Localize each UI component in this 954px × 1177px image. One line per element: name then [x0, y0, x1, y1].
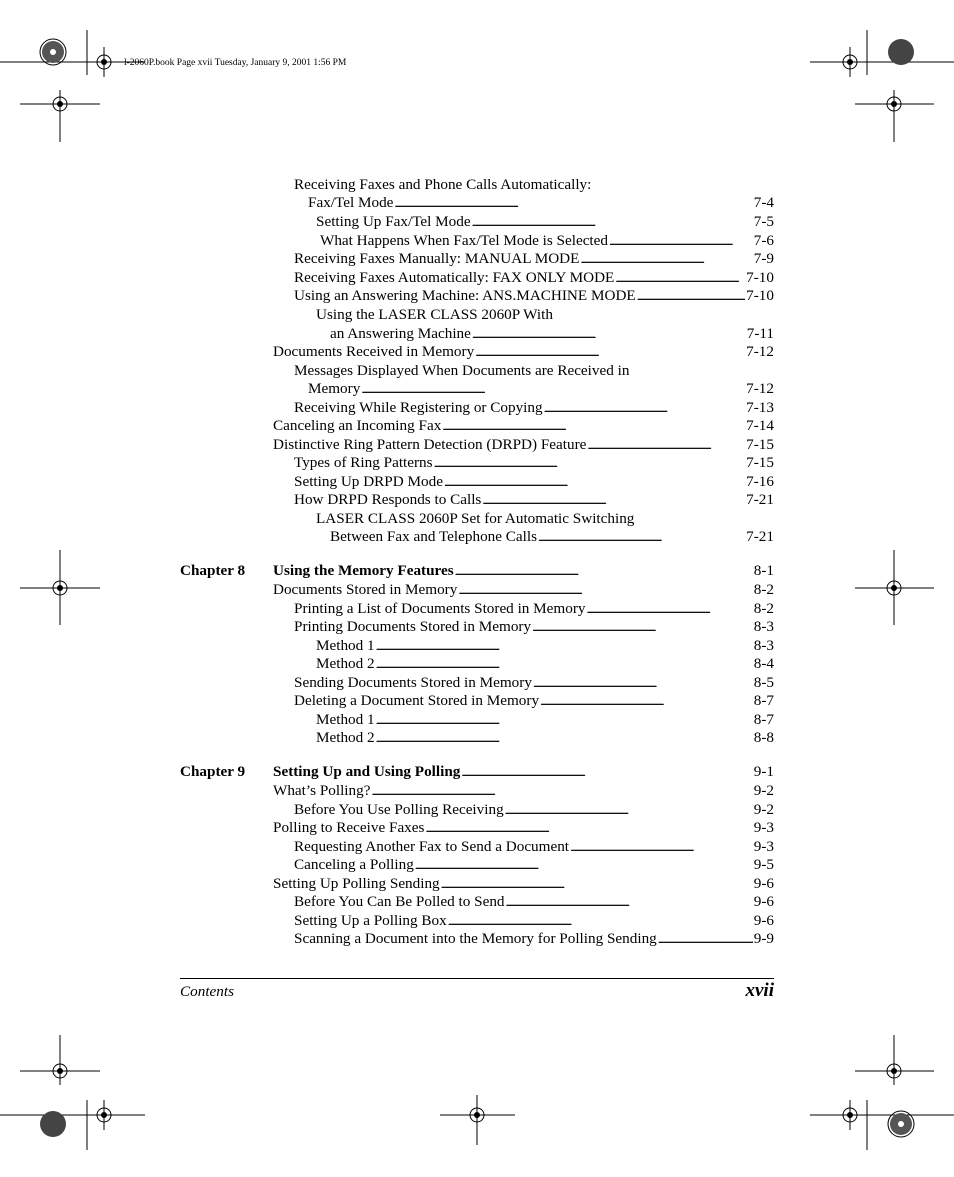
toc-entry[interactable]: Method 1 . . . 8-3 [316, 637, 774, 655]
toc-entry[interactable]: Deleting a Document Stored in Memory . . . 8-7 [294, 692, 774, 710]
toc-entry[interactable]: Printing a List of Documents Stored in Memory . . . 8-2 [294, 600, 774, 618]
toc-entry-heading: Messages Displayed When Documents are Received in [294, 362, 630, 379]
chapter-label: Chapter 8 [180, 562, 246, 579]
toc-entry[interactable]: Method 2 . . . 8-8 [316, 729, 774, 747]
toc-entry[interactable]: Sending Documents Stored in Memory . . . 8-5 [294, 674, 774, 692]
toc-entry[interactable]: Setting Up Fax/Tel Mode . . . 7-5 [316, 213, 774, 231]
toc-entry[interactable]: Before You Use Polling Receiving . . . 9-2 [294, 801, 774, 819]
toc-entry[interactable]: Fax/Tel Mode . . . 7-4 [308, 194, 774, 212]
toc-entry[interactable]: Setting Up DRPD Mode . . . 7-16 [294, 473, 774, 491]
toc-chapter-entry[interactable]: Using the Memory Features . . . 8-1 [273, 562, 774, 580]
toc-entry[interactable]: Documents Received in Memory . . . 7-12 [273, 343, 774, 361]
toc-chapter-entry[interactable]: Setting Up and Using Polling . . . 9-1 [273, 763, 774, 781]
toc-entry[interactable]: Printing Documents Stored in Memory . . . 8-3 [294, 618, 774, 636]
toc-entry[interactable]: Receiving Faxes Automatically: FAX ONLY MODE . . . 7-10 [294, 269, 774, 287]
toc-entry[interactable]: Method 2 . . . 8-4 [316, 655, 774, 673]
toc-entry-heading: LASER CLASS 2060P Set for Automatic Switching [316, 510, 635, 527]
toc-entry[interactable]: Types of Ring Patterns . . . 7-15 [294, 454, 774, 472]
chapter-label: Chapter 9 [180, 763, 246, 780]
toc-entry[interactable]: Documents Stored in Memory . . . 8-2 [273, 581, 774, 599]
toc-entry[interactable]: Canceling an Incoming Fax . . . 7-14 [273, 417, 774, 435]
toc-entry[interactable]: Scanning a Document into the Memory for Polling Sending . . . 9-9 [294, 930, 774, 948]
toc-entry[interactable]: What’s Polling? . . . 9-2 [273, 782, 774, 800]
footer-rule [180, 978, 774, 979]
toc-entry[interactable]: Distinctive Ring Pattern Detection (DRPD) Feature . . . 7-15 [273, 436, 774, 454]
footer-section-label: Contents [180, 983, 235, 1000]
toc-entry[interactable]: Receiving Faxes Manually: MANUAL MODE . . . 7-9 [294, 250, 774, 268]
toc-entry[interactable]: Receiving While Registering or Copying . . . 7-13 [294, 399, 774, 417]
toc-entry[interactable]: Before You Can Be Polled to Send . . . 9-6 [294, 893, 774, 911]
toc-entry[interactable]: Requesting Another Fax to Send a Document . . . 9-3 [294, 838, 774, 856]
footer-page-number: xvii [745, 980, 774, 1001]
toc-entry[interactable]: Polling to Receive Faxes . . . 9-3 [273, 819, 774, 837]
toc-entry[interactable]: Memory . . . 7-12 [308, 380, 774, 398]
toc-entry[interactable]: Method 1 . . . 8-7 [316, 711, 774, 729]
toc-entry[interactable]: an Answering Machine . . . 7-11 [330, 325, 774, 343]
toc-entry[interactable]: How DRPD Responds to Calls . . . 7-21 [294, 491, 774, 509]
toc-entry-heading: Using the LASER CLASS 2060P With [316, 306, 553, 323]
toc-entry[interactable]: Between Fax and Telephone Calls . . . 7-21 [330, 528, 774, 546]
toc-entry[interactable]: Using an Answering Machine: ANS.MACHINE MODE . . . 7-10 [294, 287, 774, 305]
toc-entry-heading: Receiving Faxes and Phone Calls Automatically: [294, 176, 592, 193]
toc-entry[interactable]: Canceling a Polling . . . 9-5 [294, 856, 774, 874]
print-header: l-2060P.book Page xvii Tuesday, January 9, 2001 1:56 PM [124, 58, 347, 68]
toc-entry[interactable]: What Happens When Fax/Tel Mode is Selected . . . 7-6 [320, 232, 774, 250]
toc-entry[interactable]: Setting Up a Polling Box . . . 9-6 [294, 912, 774, 930]
toc-entry[interactable]: Setting Up Polling Sending . . . 9-6 [273, 875, 774, 893]
